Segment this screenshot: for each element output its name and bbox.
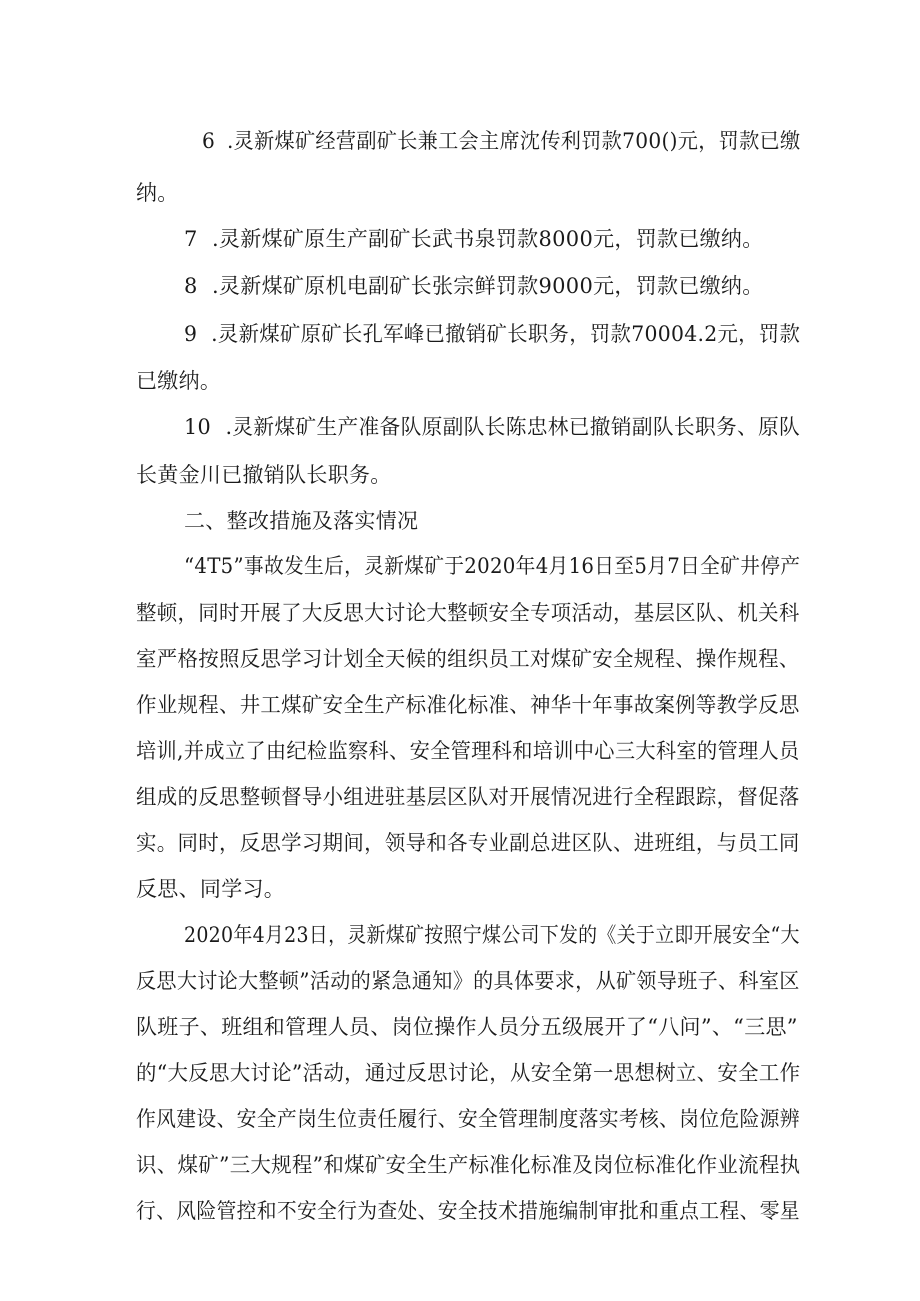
paragraph-2-line: 的“大反思大讨论”活动，通过反思讨论，从安全第一思想树立、安全工作 (136, 1061, 801, 1085)
list-item-6-line-2: 纳。 (136, 181, 179, 205)
list-item-10-line-2: 长黄金川已撤销队长职务。 (136, 463, 392, 487)
paragraph-1-line: 实。同时，反思学习期间，领导和各专业副总进区队、进班组，与员工同 (136, 831, 800, 855)
paragraph-1-line: 组成的反思整顿督导小组进驻基层区队对开展情况进行全程跟踪，督促落 (136, 785, 800, 809)
section-heading: 二、整改措施及落实情况 (184, 509, 419, 533)
list-item-6-line-1 (202, 128, 800, 154)
paragraph-2-line: 作风建设、安全产岗生位责任履行、安全管理制度落实考核、岗位危险源辨 (136, 1107, 800, 1131)
paragraph-1-line: 整顿，同时开展了大反思大讨论大整顿安全专项活动，基层区队、机关科 (136, 601, 800, 625)
list-item-9-line-2: 已缴纳。 (136, 369, 222, 393)
paragraph-1-line: “4T5”事故发生后，灵新煤矿于2020年4月16日至5月7日全矿井停产 (184, 554, 801, 578)
list-item-text: .灵新煤矿原生产副矿长武书泉罚款8000元，罚款已缴纳。 (212, 227, 764, 251)
list-item-9-line-1 (184, 321, 800, 347)
list-item-8-line-1 (184, 273, 764, 299)
paragraph-2-line: 队班子、班组和管理人员、岗位操作人员分五级展开了“八问”、“三思” (136, 1015, 798, 1039)
paragraph-1-line: 作业规程、井工煤矿安全生产标准化标准、神华十年事故案例等教学反思 (136, 693, 800, 717)
list-item-text: .灵新煤矿生产准备队原副队长陈忠林已撤销副队长职务、原队 (225, 415, 801, 439)
list-item-number: 6 (202, 129, 216, 153)
paragraph-2-line: 行、风险管控和不安全行为查处、安全技术措施编制审批和重点工程、零星 (136, 1199, 800, 1223)
paragraph-1-line: 培训,并成立了由纪检监察科、安全管理科和培训中心三大科室的管理人员 (136, 739, 800, 763)
list-item-number: 10 (184, 415, 211, 439)
paragraph-2-line: 识、煤矿”三大规程”和煤矿安全生产标准化标准及岗位标准化作业流程执 (136, 1153, 801, 1177)
paragraph-1-line: 室严格按照反思学习计划全天候的组织员工对煤矿安全规程、操作规程、 (136, 647, 800, 671)
list-item-text: .灵新煤矿经营副矿长兼工会主席沈传利罚款700()元，罚款已缴 (226, 129, 801, 153)
list-item-number: 8 (184, 274, 198, 298)
list-item-number: 7 (184, 227, 198, 251)
paragraph-1-line: 反思、同学习。 (136, 877, 286, 901)
paragraph-2-line: 反思大讨论大整顿”活动的紧急通知》的具体要求，从矿领导班子、科室区 (136, 969, 800, 993)
list-item-text: .灵新煤矿原机电副矿长张宗鲜罚款9000元，罚款已缴纳。 (212, 274, 764, 298)
paragraph-2-line: 2020年4月23日，灵新煤矿按照宁煤公司下发的《关于立即开展安全“大 (184, 923, 800, 947)
list-item-10-line-1 (184, 414, 800, 440)
list-item-text: .灵新煤矿原矿长孔军峰已撤销矿长职务，罚款70004.2元，罚款 (211, 322, 801, 346)
list-item-7-line-1 (184, 226, 764, 252)
list-item-number: 9 (184, 322, 198, 346)
